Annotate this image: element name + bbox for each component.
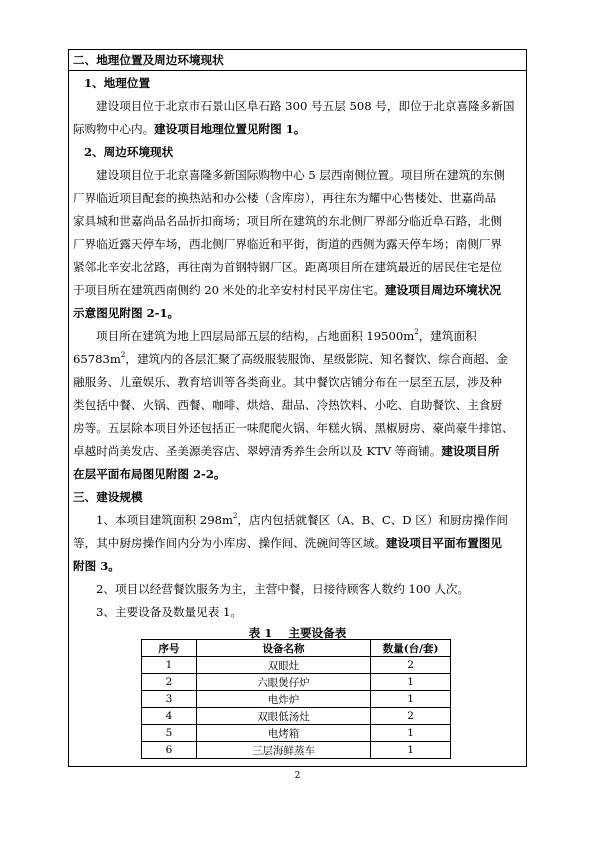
subsection-2-2-heading: 2、周边环境现状 xyxy=(84,145,174,159)
paragraph-line: 房等。五层除本项目外还包括正一味爬爬火锅、年糕火锅、黑椒厨房、豪尚豪牛排馆、 xyxy=(73,421,514,435)
cell-equipment-name: 电炸炉 xyxy=(196,691,370,708)
paragraph-line: 3、主要设备及数量见表 1。 xyxy=(96,605,242,619)
text-run: ，建筑面积 xyxy=(418,329,477,343)
table-row xyxy=(142,725,451,742)
paragraph-line: 融服务、儿童娱乐、教育培训等各类商业。其中餐饮店铺分布在一层至五层，涉及种 xyxy=(73,375,502,389)
cell-index: 1 xyxy=(142,657,197,674)
text-run: 于项目所在建筑西南侧约 20 米处的北辛安村村民平房住宅。 xyxy=(73,283,385,297)
paragraph-line: 建设项目位于北京市石景山区阜石路 300 号五层 508 号，即位于北京喜隆多新国 xyxy=(96,99,515,113)
section-2-heading: 二、地理位置及周边环境现状 xyxy=(73,53,224,67)
cell-quantity: 1 xyxy=(371,725,451,742)
text-run: ，店内包括就餐区（A、B、C、D 区）和厨房操作间 xyxy=(237,513,509,527)
header-index: 序号 xyxy=(142,640,197,657)
superscript: 2 xyxy=(120,351,126,360)
paragraph-line: 建设项目位于北京喜隆多新国际购物中心 5 层西南侧位置。项目所在建筑的东侧 xyxy=(96,168,505,182)
figure-reference: 建设项目所 xyxy=(441,444,500,458)
text-run: 项目所在建筑为地上四层局部五层的结构，占地面积 19500m xyxy=(96,329,415,343)
header-quantity: 数量(台/套) xyxy=(371,640,451,657)
paragraph-line xyxy=(96,513,508,527)
section-3-heading: 三、建设规模 xyxy=(73,490,143,504)
cell-index: 2 xyxy=(142,674,197,691)
subsection-2-1-heading: 1、地理位置 xyxy=(84,76,151,90)
cell-index: 6 xyxy=(142,742,197,759)
cell-quantity: 2 xyxy=(371,657,451,674)
cell-quantity: 1 xyxy=(371,742,451,759)
paragraph-line: 厂界临近露天停车场，西北侧厂界临近和平街，街道的西侧为露天停车场；南侧厂界 xyxy=(73,237,502,251)
table-row xyxy=(142,691,451,708)
header-equipment-name: 设备名称 xyxy=(196,640,370,657)
table-number: 表 1 xyxy=(248,626,273,640)
text-run: 等，其中厨房操作间内分为小库房、操作间、洗碗间等区域。 xyxy=(73,536,387,550)
text-run: ，建筑内的各层汇聚了高级服装服饰、星级影院、知名餐饮、综合商超、金 xyxy=(125,352,508,366)
cell-equipment-name: 双眼灶 xyxy=(196,657,370,674)
text-run: 际购物中心内。 xyxy=(73,122,155,136)
paragraph-line: 家具城和世嘉尚品名品折扣商场；项目所在建筑的东北侧厂界部分临近阜石路，北侧 xyxy=(73,214,502,228)
page-number: 2 xyxy=(294,771,301,781)
paragraph-line xyxy=(73,283,501,297)
table-row xyxy=(142,674,451,691)
cell-quantity: 2 xyxy=(371,708,451,725)
paragraph-line: 紧邻北辛安北岔路，再往南为首钢特钢厂区。距离项目所在建筑最近的居民住宅是位 xyxy=(73,260,502,274)
cell-equipment-name: 六眼煲仔炉 xyxy=(196,674,370,691)
text-run: 1、本项目建筑面积 298m xyxy=(96,513,233,527)
paragraph-line: 类包括中餐、火锅、西餐、咖啡、烘焙、甜品、冷热饮料、小吃、自助餐饮、主食厨 xyxy=(73,398,502,412)
cell-quantity: 1 xyxy=(371,674,451,691)
cell-index: 5 xyxy=(142,725,197,742)
figure-reference: 在层平面布局图见附图 2-2。 xyxy=(73,467,226,481)
paragraph-line xyxy=(73,122,305,136)
frame-divider xyxy=(69,70,526,71)
cell-quantity: 1 xyxy=(371,691,451,708)
table-row xyxy=(142,657,451,674)
table-header-row xyxy=(142,640,451,657)
equipment-table xyxy=(141,639,451,759)
cell-equipment-name: 双眼低汤灶 xyxy=(196,708,370,725)
figure-reference: 建设项目平面布置图见 xyxy=(386,536,502,550)
table-row xyxy=(142,742,451,759)
figure-reference: 示意图见附图 2-1。 xyxy=(73,306,180,320)
paragraph-line: 2、项目以经营餐饮服务为主，主营中餐，日接待顾客人数约 100 人次。 xyxy=(96,582,470,596)
figure-reference: 建设项目周边环境状况 xyxy=(384,283,501,297)
paragraph-line xyxy=(73,536,502,550)
cell-index: 3 xyxy=(142,691,197,708)
cell-equipment-name: 电烤箱 xyxy=(196,725,370,742)
table-row xyxy=(142,708,451,725)
text-run: 65783m xyxy=(73,352,121,366)
paragraph-line xyxy=(73,352,508,366)
superscript: 2 xyxy=(414,328,419,337)
figure-reference: 建设项目地理位置见附图 1。 xyxy=(154,122,306,136)
paragraph-line: 厂界临近项目配套的换热站和办公楼（含库房），再往东为耀中心售楼处、世嘉尚品 xyxy=(73,191,497,205)
text-run: 卓越时尚美发店、圣美源美容店、翠婷清秀养生会所以及 KTV 等商铺。 xyxy=(73,444,442,458)
cell-equipment-name: 三层海鲜蒸车 xyxy=(196,742,370,759)
paragraph-line xyxy=(96,329,477,343)
table-title: 主要设备表 xyxy=(288,626,347,640)
cell-index: 4 xyxy=(142,708,197,725)
paragraph-line xyxy=(73,444,499,458)
superscript: 2 xyxy=(232,512,238,521)
figure-reference: 附图 3。 xyxy=(73,559,120,573)
